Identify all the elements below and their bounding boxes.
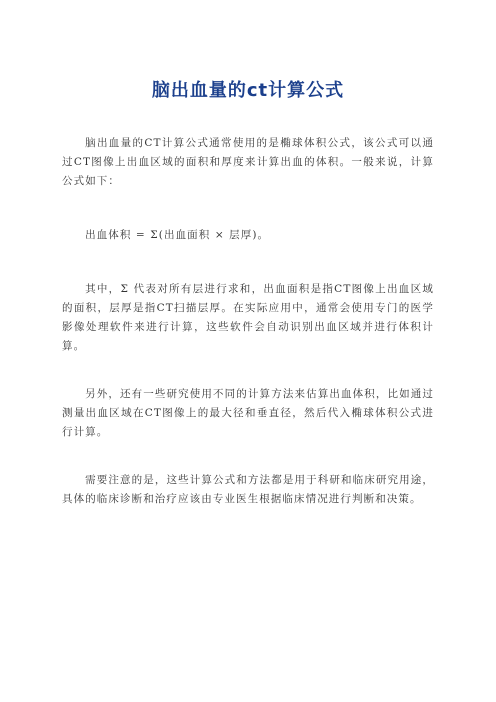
paragraph-intro: 脑出血量的CT计算公式通常使用的是椭球体积公式，该公式可以通过CT图像上出血区域的面积和厚度来计算出血的体积。一般来说，计算公式如下：	[62, 137, 434, 187]
document-title: 脑出血量的ct计算公式	[151, 80, 345, 101]
paragraph-alternative-methods: 另外，还有一些研究使用不同的计算方法来估算出血体积，比如通过测量出血区域在CT图像上的最大径和垂直径，然后代入椭球体积公式进行计算。	[62, 388, 434, 438]
paragraph-formula: 出血体积 = Σ(出血面积 × 层厚)。	[85, 229, 270, 241]
paragraph-explanation: 其中，Σ 代表对所有层进行求和，出血面积是指CT图像上出血区域的面积，层厚是指CT扫描层厚。在实际应用中，通常会使用专门的医学影像处理软件来进行计算，这些软件会自动识别出血区域并进行体积计算。	[62, 283, 434, 352]
paragraph-disclaimer: 需要注意的是，这些计算公式和方法都是用于科研和临床研究用途，具体的临床诊断和治疗应该由专业医生根据临床情况进行判断和决策。	[62, 474, 434, 505]
